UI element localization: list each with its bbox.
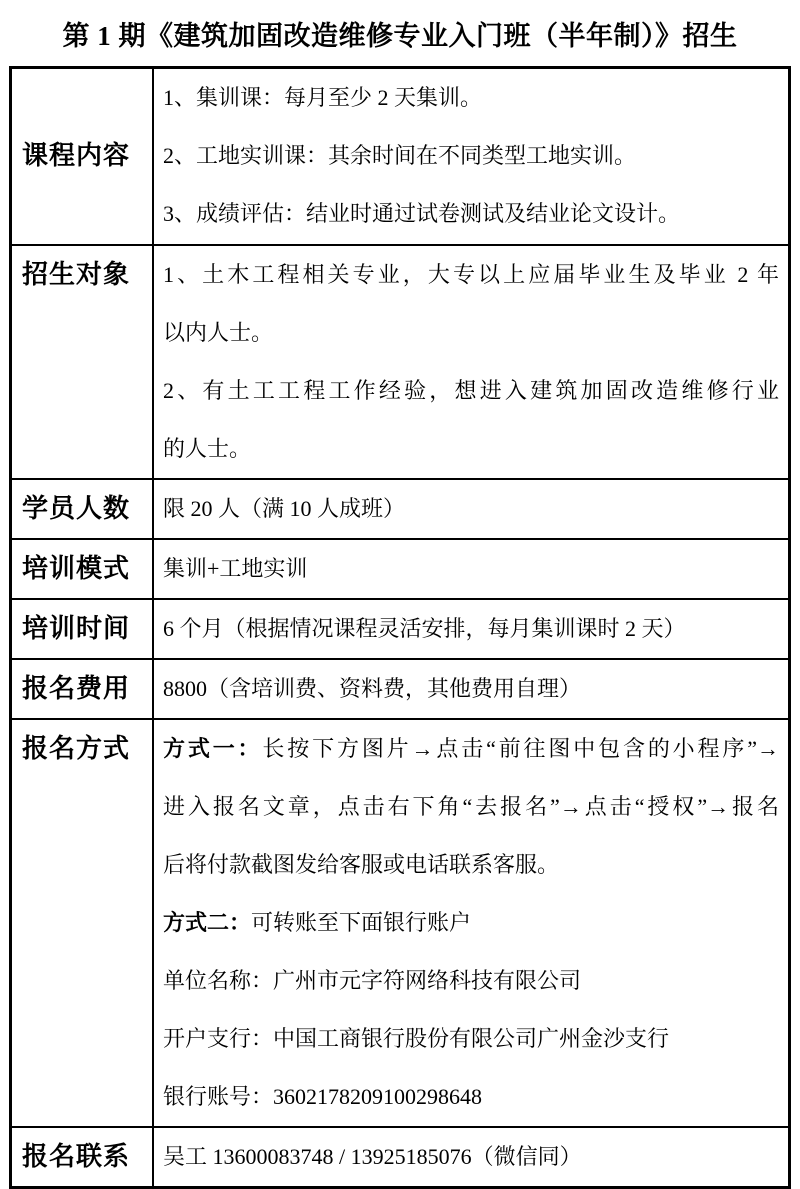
row-value-training-duration [153,599,790,659]
method-one-line-1 [163,720,779,778]
table-row-training-duration [11,599,790,659]
course-info-table [9,66,791,1189]
course-content-line-3: 3、成绩评估：结业时通过试卷测试及结业论文设计。 [163,201,681,227]
row-value-training-mode [153,539,790,599]
row-value-target-students [153,245,790,479]
company-name-line: 单位名称：广州市元字符网络科技有限公司 [163,967,582,993]
training-duration-text: 6 个月（根据情况课程灵活安排，每月集训课时 2 天） [163,615,686,641]
method-one-line-1-text: 长按下方图片→点击“前往图中包含的小程序”→ [262,735,779,761]
method-two-text: 可转账至下面银行账户 [251,909,472,935]
row-value-registration-fee [153,659,790,719]
method-one-line-2: 进入报名文章，点击右下角“去报名”→点击“授权”→报名 [163,793,779,819]
class-size-text: 限 20 人（满 10 人成班） [163,495,406,521]
table-row-class-size [11,479,790,539]
table-row-course-content [11,68,790,245]
table-row-target-students [11,245,790,479]
training-mode-text: 集训+工地实训 [163,555,308,581]
row-label-training-duration: 培训时间 [11,599,154,659]
page-title: 第 1 期《建筑加固改造维修专业入门班（半年制）》招生 [62,21,738,51]
row-label-registration-fee: 报名费用 [11,659,154,719]
row-value-registration-contact [153,1127,790,1188]
row-label-registration-method: 报名方式 [11,719,154,1127]
target-students-line-3: 2、有土工工程工作经验，想进入建筑加固改造维修行业 [163,377,779,403]
target-students-line-4: 的人士。 [163,435,252,461]
table-row-registration-method [11,719,790,1127]
bank-account-line: 银行账号：3602178209100298648 [163,1083,483,1109]
table-row-registration-contact [11,1127,790,1188]
course-content-line-2: 2、工地实训课：其余时间在不同类型工地实训。 [163,143,637,169]
method-two-prefix: 方式二： [163,909,252,935]
target-students-line-1: 1、土木工程相关专业，大专以上应届毕业生及毕业 2 年 [163,261,779,287]
row-label-registration-contact: 报名联系 [11,1127,154,1188]
row-value-registration-method [153,719,790,1127]
contact-text: 吴工 13600083748 / 13925185076（微信同） [163,1143,582,1169]
method-one-prefix: 方式一： [163,735,263,761]
method-two-line [163,894,779,952]
registration-fee-text: 8800（含培训费、资料费，其他费用自理） [163,675,582,701]
table-row-training-mode [11,539,790,599]
row-label-course-content: 课程内容 [11,68,154,245]
row-value-course-content [153,68,790,245]
row-label-class-size: 学员人数 [11,479,154,539]
table-row-registration-fee [11,659,790,719]
bank-branch-line: 开户支行：中国工商银行股份有限公司广州金沙支行 [163,1025,670,1051]
row-label-target-students: 招生对象 [11,245,154,479]
target-students-line-2: 以内人士。 [163,319,274,345]
row-label-training-mode: 培训模式 [11,539,154,599]
row-value-class-size [153,479,790,539]
method-one-line-3: 后将付款截图发给客服或电话联系客服。 [163,851,560,877]
course-content-line-1: 1、集训课：每月至少 2 天集训。 [163,85,483,111]
